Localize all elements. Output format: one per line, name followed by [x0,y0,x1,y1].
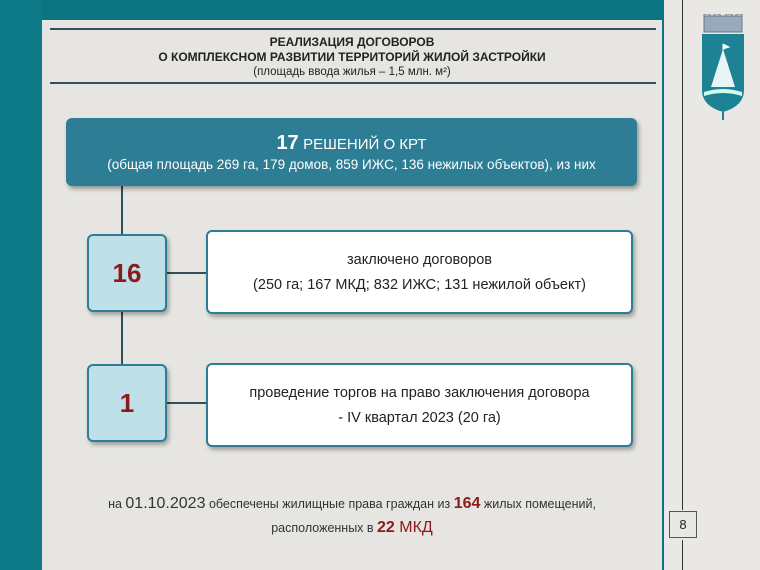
auctions-label: проведение торгов на право заключения договора [249,385,590,401]
page-number: 8 [669,511,697,538]
divider [682,540,683,570]
footer-text: жилых помещений, [480,497,596,511]
connector-line [121,186,123,234]
footer-count-mkd: 22 [377,519,395,536]
summary-box [66,118,637,186]
connector-line [167,272,207,274]
footer-text: обеспечены жилищные права граждан из [205,497,454,511]
contracts-box [206,230,633,314]
auctions-details: - IV квартал 2023 (20 га) [338,410,501,426]
footer-date: 01.10.2023 [125,495,206,512]
top-bar [42,0,662,20]
coat-of-arms-icon [698,14,748,126]
footer-note [42,492,662,540]
header-rule-top [50,28,656,30]
header-rule-bottom [50,82,656,84]
count-box-auctions: 1 [87,364,167,442]
connector-line [121,311,123,364]
summary-details: (общая площадь 269 га, 179 домов, 859 ИЖС, 136 нежилых объектов), из них [107,157,596,172]
footer-text: на [108,497,126,511]
summary-heading: РЕШЕНИЙ О КРТ [303,136,427,153]
count-box-contracts: 16 [87,234,167,312]
footer-text: расположенных в [271,521,378,535]
summary-count: 17 [276,132,299,154]
connector-line [167,402,207,404]
footer-text: МКД [394,519,433,536]
contracts-label: заключено договоров [347,252,492,268]
contracts-details: (250 га; 167 МКД; 832 ИЖС; 131 нежилой объект) [253,277,586,293]
footer-count-premises: 164 [453,495,481,512]
divider [682,0,683,510]
auctions-box [206,363,633,447]
left-strip [0,0,42,570]
title-subtitle: (площадь ввода жилья – 1,5 млн. м²) [253,66,451,78]
page-title [42,35,662,80]
title-line-1: РЕАЛИЗАЦИЯ ДОГОВОРОВ [269,35,435,49]
title-line-2: О КОМПЛЕКСНОМ РАЗВИТИИ ТЕРРИТОРИЙ ЖИЛОЙ ЗАСТРОЙКИ [158,50,546,64]
